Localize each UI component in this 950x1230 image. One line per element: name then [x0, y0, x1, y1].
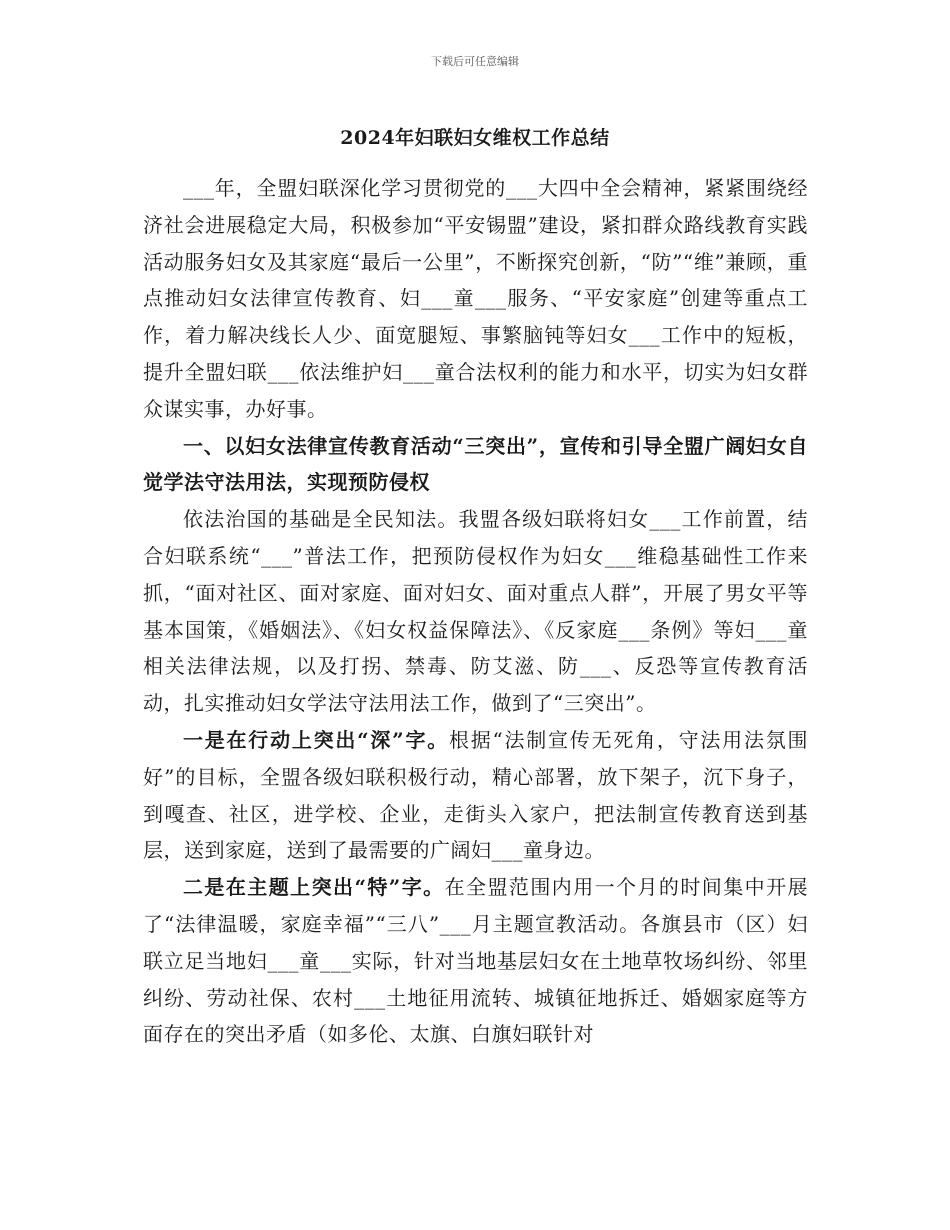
point-2-lead: 二是在主题上突出“特”字。 — [183, 875, 445, 900]
paragraph-intro: ___年，全盟妇联深化学习贯彻党的___大四中全会精神，紧紧围绕经济社会进展稳定大局，积极参加“平安锡盟”建设，紧扣群众路线教育实践活动服务妇女及其家庭“最后一公里”，不断探究创新，“防”“维”兼顾，重点推动妇女法律宣传教育、妇___童___服务、“平安家庭”创建等重点工作，着力解决线长人少、面宽腿短、事繁脑钝等妇女___工作中的短板，提升全盟妇联___依法维护妇___童合法权利的能力和水平，切实为妇女群众谋实事，办好事。 — [143, 176, 808, 421]
point-1-lead: 一是在行动上突出“深”字。 — [183, 727, 449, 752]
section-heading-1: 一、以妇女法律宣传教育活动“三突出”，宣传和引导全盟广阔妇女自觉学法守法用法，实现预防侵权 — [143, 433, 808, 495]
header-note: 下载后可任意编辑 — [431, 55, 519, 68]
point-2-body: 在全盟范围内用一个月的时间集中开展了“法律温暖，家庭幸福”“三八”___月主题宣教活动。各旗县市（区）妇联立足当地妇___童___实际，针对当地基层妇女在土地草牧场纠纷、邻里纠纷、劳动社保、农村___土地征用流转、城镇征地拆迁、婚姻家庭等方面存在的突出矛盾（如多伦、太旗、白旗妇联针对 — [143, 875, 808, 1047]
document-body — [143, 170, 808, 1053]
document-title: 2024年妇联妇女维权工作总结 — [340, 127, 610, 149]
point-1-body: 根据“法制宣传无死角，守法用法氛围好”的目标，全盟各级妇联积极行动，精心部署，放下架子，沉下身子，到嘎查、社区，进学校、企业，走街头入家户，把法制宣传教育送到基层，送到家庭，送到了最需要的广阔妇___童身边。 — [143, 727, 808, 863]
paragraph-point-1 — [143, 722, 808, 869]
paragraph-section-1: 依法治国的基础是全民知法。我盟各级妇联将妇女___工作前置，结合妇联系统“___”普法工作，把预防侵权作为妇女___维稳基础性工作来抓，“面对社区、面对家庭、面对妇女、面对重点人群”，开展了男女平等基本国策，《婚姻法》、《妇女权益保障法》、《反家庭___条例》等妇___童相关法律法规，以及打拐、禁毒、防艾滋、防___、反恐等宣传教育活动，扎实推动妇女学法守法用法工作，做到了“三突出”。 — [143, 507, 808, 716]
paragraph-point-2 — [143, 869, 808, 1053]
